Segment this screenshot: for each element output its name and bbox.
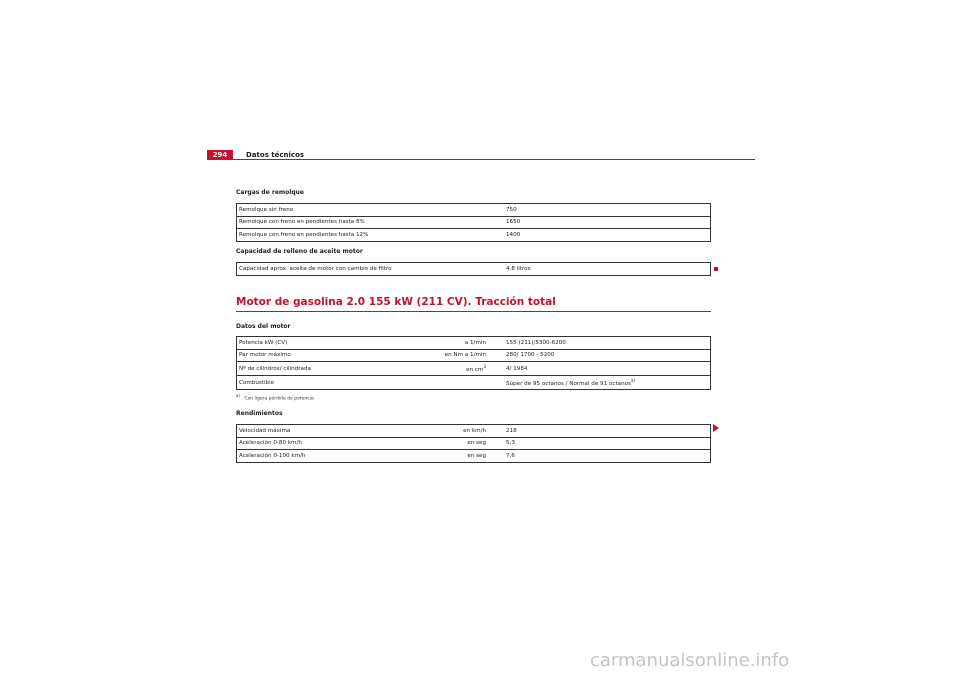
row-unit <box>404 362 488 376</box>
row-unit <box>404 376 488 390</box>
row-value: 5,3 <box>504 437 711 450</box>
table-row <box>237 450 711 463</box>
header-rule <box>207 159 755 160</box>
row-value: 218 <box>504 425 711 438</box>
oil-heading: Capacidad de relleno de aceite motor <box>236 248 363 255</box>
row-label: Par motor máximo <box>237 349 405 362</box>
page-number: 294 <box>207 150 233 160</box>
next-page-arrow-icon <box>713 424 719 432</box>
row-label: Remolque con freno en pendientes hasta 12% <box>237 229 405 242</box>
table-row <box>237 362 711 376</box>
watermark: carmanualsonline.info <box>590 650 790 671</box>
unit-text: en cm <box>466 366 484 373</box>
row-value: 7,6 <box>504 450 711 463</box>
row-unit: en seg <box>404 450 488 463</box>
row-label: Aceleración 0-100 km/h <box>237 450 405 463</box>
row-label: Capacidad aprox. aceite de motor con cambio de filtro <box>237 263 405 276</box>
row-unit <box>404 263 488 276</box>
row-label: Velocidad máxima <box>237 425 405 438</box>
table-row <box>237 425 711 438</box>
performance-heading: Rendimientos <box>236 410 283 417</box>
row-value: 4,8 litros <box>504 263 711 276</box>
performance-table <box>236 424 711 463</box>
table-row <box>237 229 711 242</box>
row-label: Combustible <box>237 376 405 390</box>
row-value: 4/ 1984 <box>504 362 711 376</box>
row-value: 1650 <box>504 216 711 229</box>
table-row <box>237 337 711 350</box>
value-text: Súper de 95 octanos / Normal de 91 octanos <box>506 380 631 387</box>
table-row <box>237 263 711 276</box>
engine-section-title: Motor de gasolina 2.0 155 kW (211 CV). Tracción total <box>236 296 556 308</box>
trailer-heading: Cargas de remolque <box>236 189 304 196</box>
row-unit: en km/h <box>404 425 488 438</box>
row-unit: en seg <box>404 437 488 450</box>
oil-table <box>236 262 711 276</box>
row-unit: a 1/min <box>404 337 488 350</box>
row-unit: en Nm a 1/min <box>404 349 488 362</box>
footnote <box>236 393 314 402</box>
row-value: 750 <box>504 204 711 217</box>
table-row <box>237 216 711 229</box>
row-value: 155 (211)/5300-6200 <box>504 337 711 350</box>
row-label: Aceleración 0-80 km/h <box>237 437 405 450</box>
table-row <box>237 349 711 362</box>
footnote-ref: a) <box>630 378 635 384</box>
row-label: Potencia kW (CV) <box>237 337 405 350</box>
table-row <box>237 204 711 217</box>
page-header-title: Datos técnicos <box>246 151 305 159</box>
unit-superscript: 3 <box>483 364 486 370</box>
trailer-table <box>236 203 711 242</box>
row-unit <box>404 229 488 242</box>
row-label: Remolque con freno en pendientes hasta 8% <box>237 216 405 229</box>
footnote-text: Con ligera pérdida de potencia <box>244 396 314 402</box>
engine-table <box>236 336 711 390</box>
row-unit <box>404 216 488 229</box>
row-value <box>504 376 711 390</box>
table-row <box>237 437 711 450</box>
section-end-marker <box>714 267 718 271</box>
engine-heading: Datos del motor <box>236 323 291 330</box>
row-value: 1400 <box>504 229 711 242</box>
row-label: Remolque sin freno <box>237 204 405 217</box>
row-label: Nº de cilindros/ cilindrada <box>237 362 405 376</box>
title-rule <box>236 311 711 312</box>
footnote-mark: a) <box>236 393 241 398</box>
row-value: 280/ 1700 - 5200 <box>504 349 711 362</box>
table-row <box>237 376 711 390</box>
row-unit <box>404 204 488 217</box>
